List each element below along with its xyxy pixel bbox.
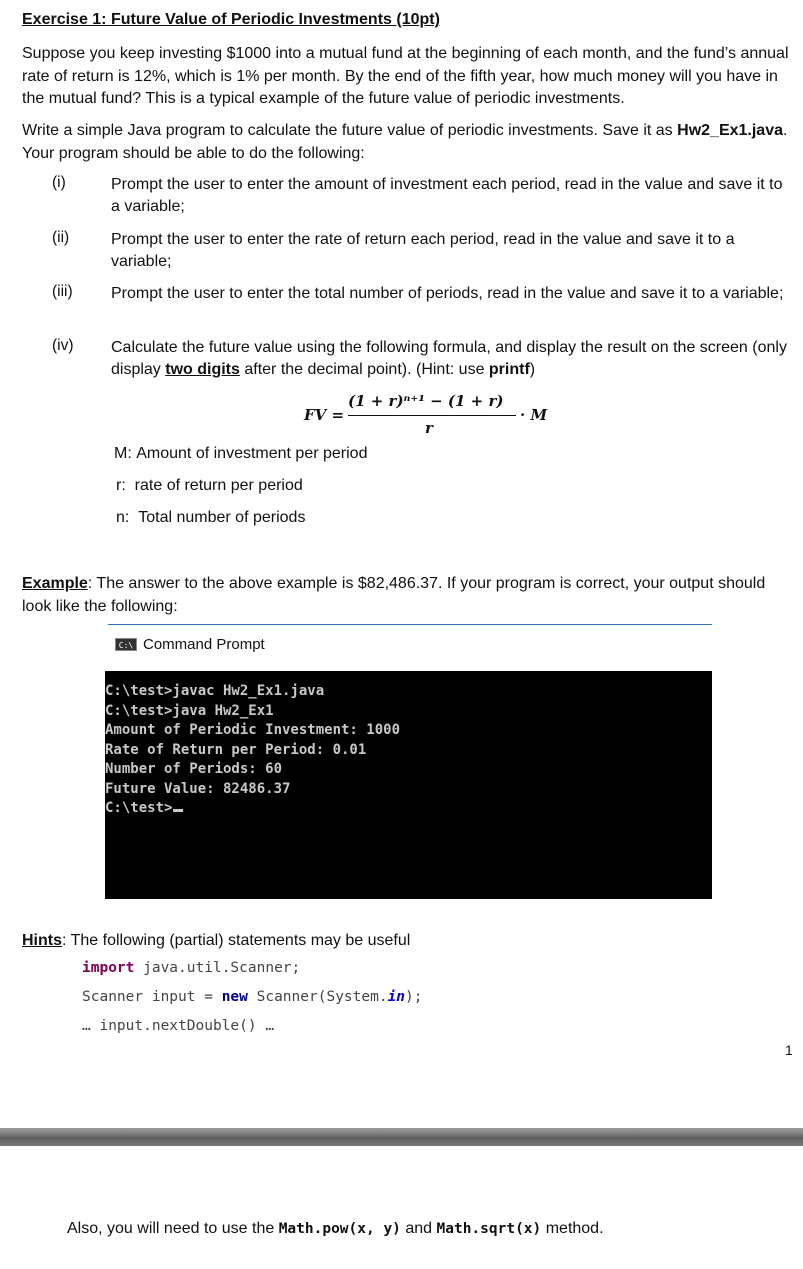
variable-desc: Total number of periods [138,509,306,526]
console-line: C:\test>java Hw2_Ex1 [105,702,274,719]
code-keyword: new [221,989,248,1005]
variable-label: n: [116,509,130,526]
item-4-two-digits: two digits [165,361,240,378]
item-4-text-e: ) [529,361,536,378]
item-4-printf: printf [488,361,530,378]
page-number: 1 [785,1042,793,1058]
item-text-1: Prompt the user to enter the amount of investment each period, read in the value and save it to a variable; [111,176,783,215]
console-output [105,671,712,899]
also-paragraph [67,1218,604,1240]
hints-paragraph [22,930,792,953]
console-top-rule [108,624,712,625]
also-mid: and [400,1220,437,1237]
item-4-text-a: Calculate the future value using the following formula, and display the result on the screen (only display [111,339,787,378]
item-4-text-c: after the decimal point). (Hint: use [239,361,489,378]
console-line: Number of Periods: 60 [105,761,283,777]
code-text: Scanner input = [82,989,222,1005]
command-prompt-icon: C:\ [115,638,137,651]
task-suffix: . Your program should be able to do the following: [22,122,788,162]
code-line-import [82,960,300,976]
code-line-scanner [82,989,423,1005]
command-prompt-title: Command Prompt [143,635,265,653]
example-label: Example [22,575,88,592]
formula-factor: · M [520,406,548,424]
variable-m [114,445,367,463]
console-line: Rate of Return per Period: 0.01 [105,741,367,758]
formula-denominator: r [425,419,433,437]
code-field: in [387,989,406,1005]
page-divider [0,1128,803,1146]
task-prefix: Write a simple Java program to calculate the future value of periodic investments. Save it as [22,122,673,139]
item-text-3: Prompt the user to enter the total number of periods, read in the value and save it to a variable; [111,285,784,302]
code-text: ); [405,989,423,1005]
example-paragraph [22,573,792,618]
hints-text: : The following (partial) statements may be useful [62,932,411,949]
also-suffix: method. [541,1220,604,1237]
future-value-formula [300,392,560,438]
intro-paragraph: Suppose you keep investing $1000 into a mutual fund at the beginning of each month, and the fund’s annual rate of return is 12%, which is 1% per month. By the end of the fifth year, how much money will you have in the mutual fund? This is a typical example of the future value of periodic investments. [22,45,789,107]
item-text-4 [111,337,791,381]
command-prompt-titlebar [115,634,265,654]
item-number-3: (iii) [52,283,73,300]
code-text: java.util.Scanner; [134,960,301,976]
exercise-title: Exercise 1: Future Value of Periodic Investments (10pt) [22,11,440,28]
task-paragraph [22,120,792,165]
example-text: : The answer to the above example is $82,486.37. If your program is correct, your output should look like the following: [22,575,766,615]
console-line: C:\test>javac Hw2_Ex1.java [105,683,325,699]
math-pow-code: Math.pow(x, y) [278,1221,401,1237]
variable-label: r: [116,477,126,494]
item-text-2: Prompt the user to enter the rate of return each period, read in the value and save it to a variable; [111,231,735,270]
console-line: Amount of Periodic Investment: 1000 [105,722,401,738]
item-number-1: (i) [52,174,66,191]
item-number-2: (ii) [52,229,70,246]
variable-label: M: [114,445,132,462]
code-text: Scanner(System. [247,989,388,1005]
item-number-4: (iv) [52,337,74,354]
variable-desc: Amount of investment per period [136,445,368,462]
console-prompt-line [105,799,712,819]
hints-label: Hints [22,932,62,949]
also-prefix: Also, you will need to use the [67,1220,279,1237]
console-line: Future Value: 82486.37 [105,780,291,797]
code-keyword: import [82,960,135,976]
console-prompt: C:\test> [105,800,173,816]
console-cursor [173,809,183,812]
task-filename: Hw2_Ex1.java [677,122,783,139]
fraction-bar [348,415,516,416]
formula-lhs: FV = [304,406,345,424]
formula-numerator: (1 + r)ⁿ⁺¹ − (1 + r) [348,392,504,410]
variable-r [116,477,303,495]
variable-desc: rate of return per period [134,477,303,494]
variable-n [116,509,305,527]
code-line-nextdouble: … input.nextDouble() … [82,1018,275,1034]
math-sqrt-code: Math.sqrt(x) [436,1221,542,1237]
